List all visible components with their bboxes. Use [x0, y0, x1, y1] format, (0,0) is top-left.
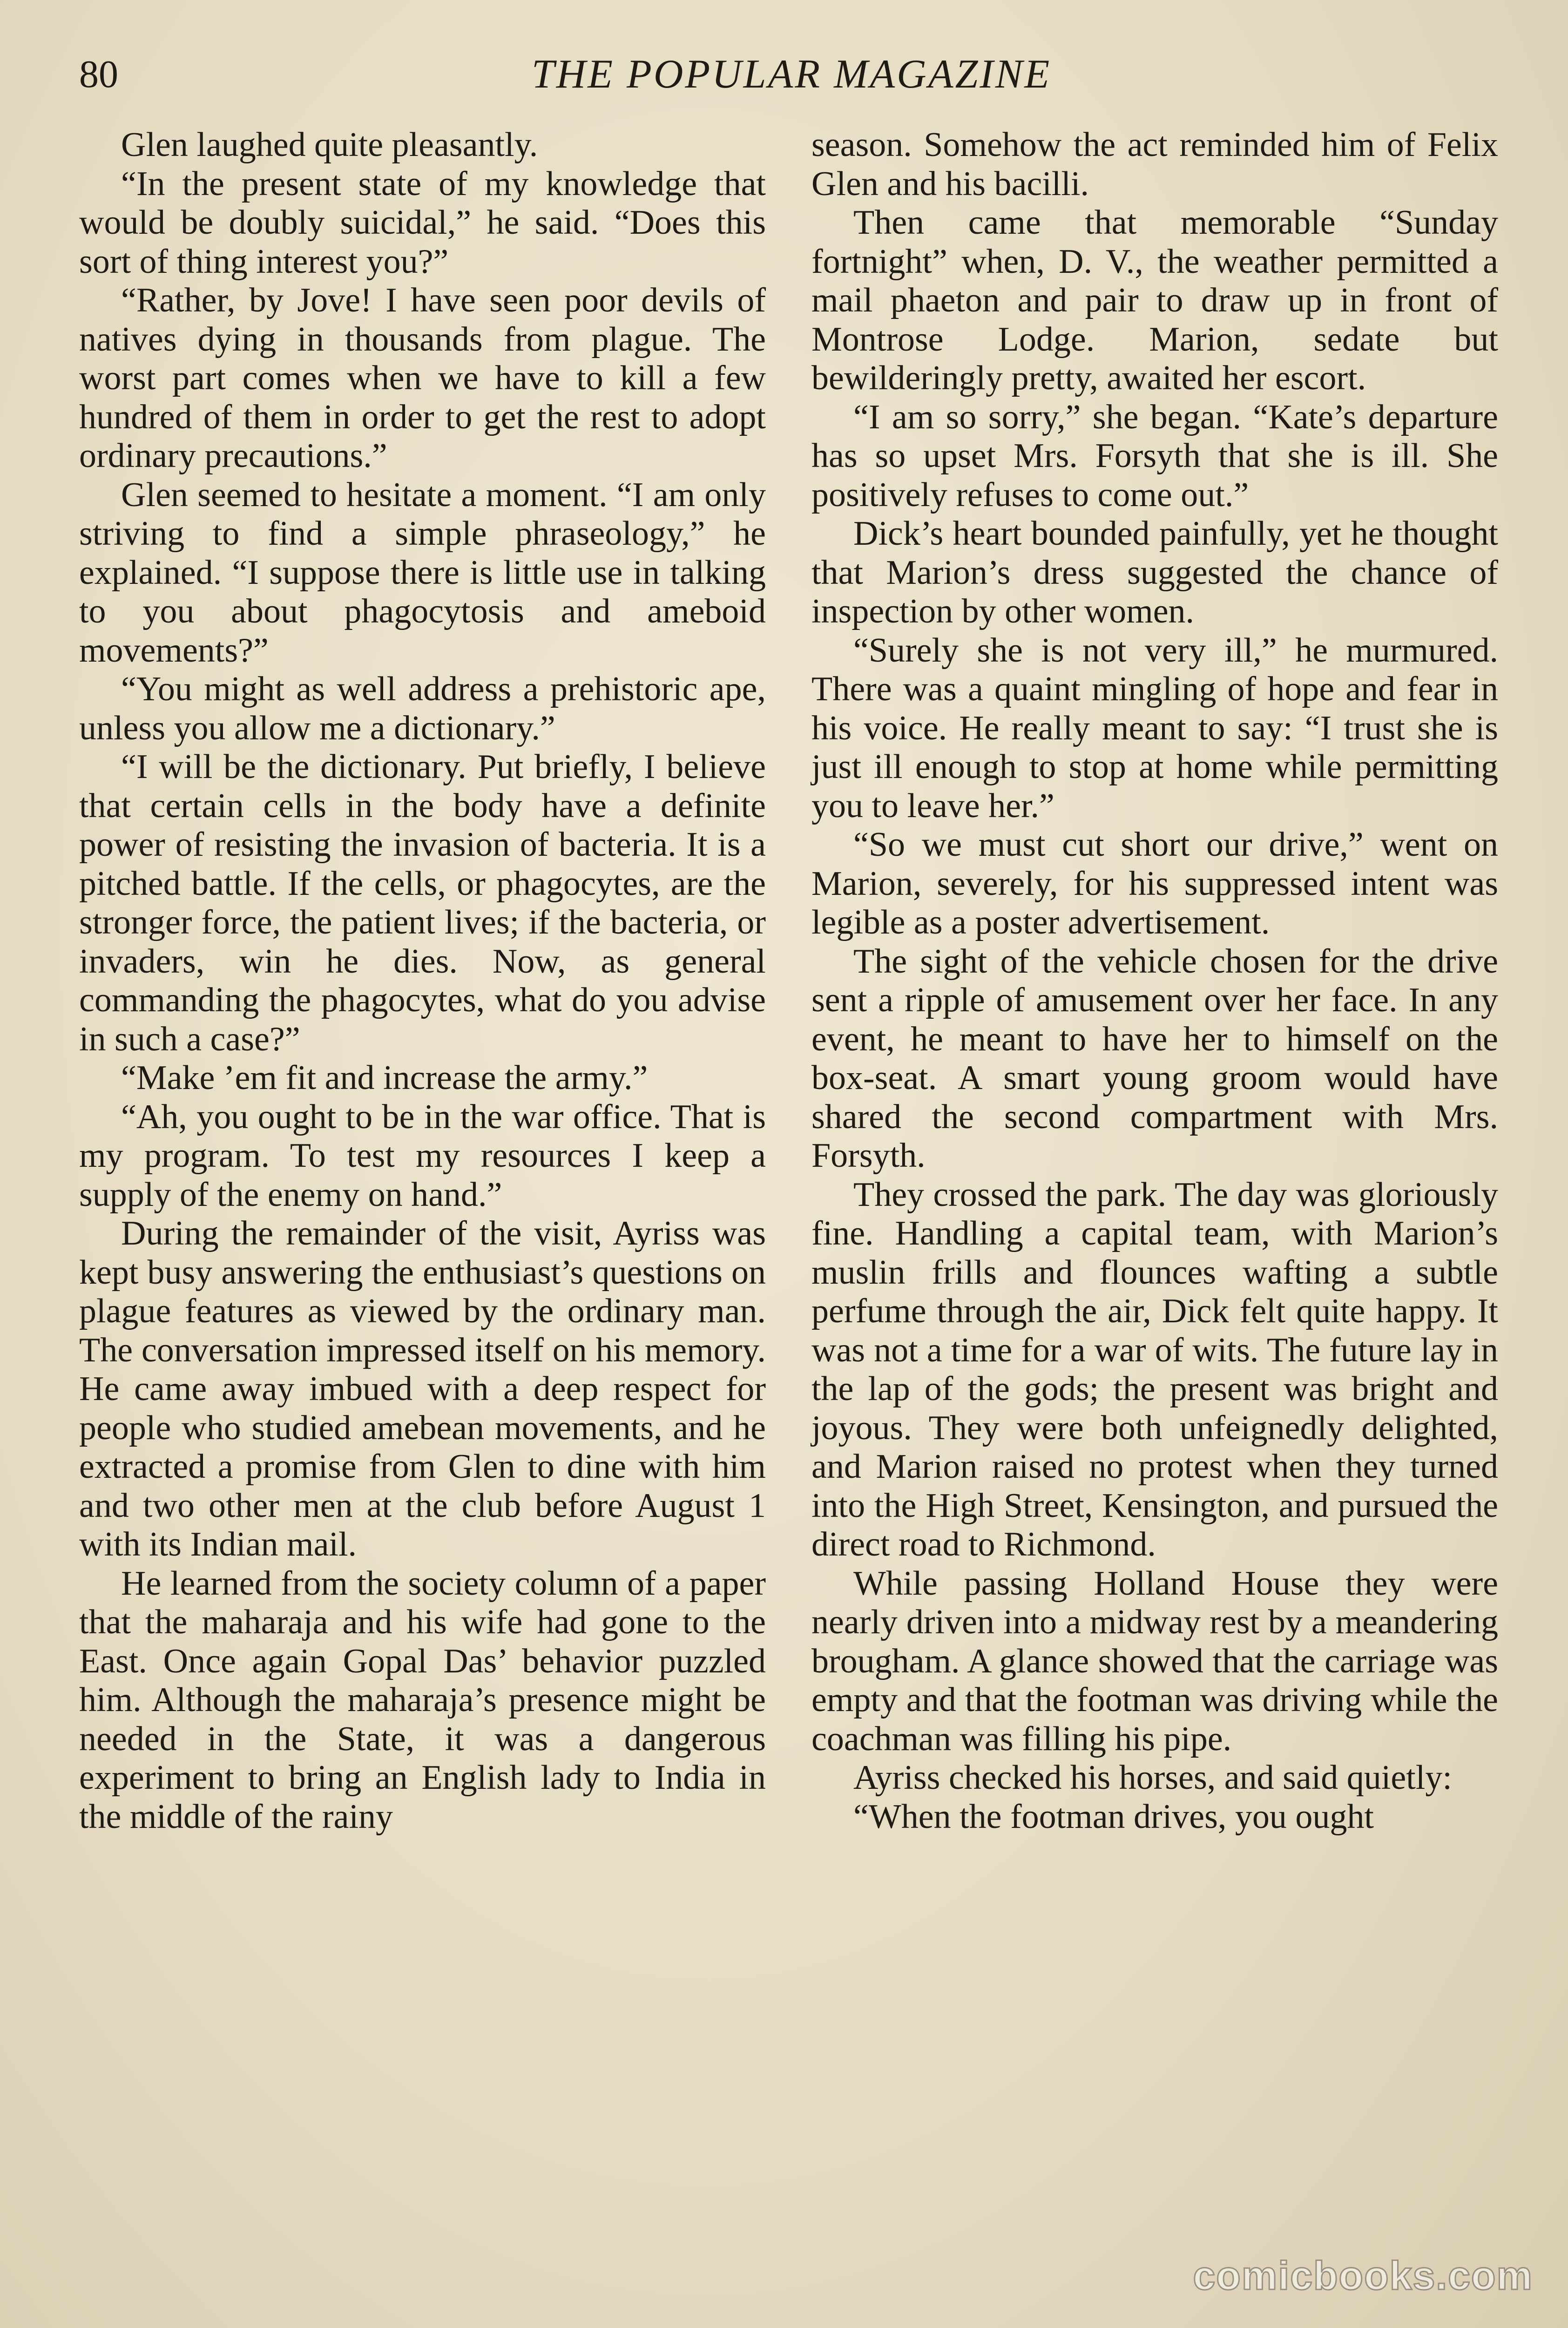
paragraph: “Ah, you ought to be in the war office. That is my program. To test my resources I keep a supply of the enemy on hand.” — [79, 1097, 766, 1214]
paragraph: They crossed the park. The day was gloriously fine. Handling a capital team, with Marion’s muslin frills and flounces wafting a subtle perfume through the air, Dick felt quite happy. It was not a time for a war of wits. The future lay in the lap of the gods; the present was bright and joyous. They were both unfeignedly delighted, and Marion raised no protest when they turned into the High Street, Kensington, and pursued the direct road to Richmond. — [811, 1175, 1498, 1563]
paragraph-continuation: season. Somehow the act reminded him of Felix Glen and his bacilli. — [811, 126, 1498, 203]
paragraph: Ayriss checked his horses, and said quietly: — [853, 1759, 1452, 1797]
paragraph: “Rather, by Jove! I have seen poor devils of natives dying in thousands from plague. The worst part comes when we have to kill a few hundred of them in order to get the rest to adopt ordinary precautions.” — [79, 281, 766, 475]
page-number: 80 — [79, 53, 118, 96]
paragraph: He learned from the society column of a paper that the maharaja and his wife had gone to the East. Once again Gopal Das’ behavior puzzled him. Although the maharaja’s presence might be needed in the State, it was a dangerous experiment to bring an English lady to India in the middle of the rainy — [79, 1564, 766, 1836]
paragraph: “So we must cut short our drive,” went on Marion, severely, for his suppressed intent was legible as a poster advertisement. — [811, 826, 1498, 941]
paragraph: “Make ’em fit and increase the army.” — [121, 1059, 648, 1097]
paragraph: While passing Holland House they were nearly driven into a midway rest by a meandering brougham. A glance showed that the carriage was empty and that the footman was driving while the coachman was filling his pipe. — [811, 1564, 1498, 1758]
paragraph: The sight of the vehicle chosen for the drive sent a ripple of amusement over her face. In any event, he meant to have her to himself on the box-seat. A smart young groom would have shared the second compartment with Mrs. Forsyth. — [811, 942, 1498, 1175]
paragraph: “I am so sorry,” she began. “Kate’s departure has so upset Mrs. Forsyth that she is ill. She positively refuses to come out.” — [811, 398, 1498, 514]
running-title: THE POPULAR MAGAZINE — [531, 52, 1052, 97]
paragraph: Glen seemed to hesitate a moment. “I am only striving to find a simple phraseology,” he explained. “I suppose there is little use in talking to you about phagocytosis and ameboid movements?” — [79, 475, 766, 670]
left-column — [79, 126, 766, 1836]
paragraph: Then came that memorable “Sunday fortnight” when, D. V., the weather permitted a mail phaeton and pair to draw up in front of Montrose Lodge. Marion, sedate but bewilderingly pretty, awaited her escort. — [811, 203, 1498, 397]
paragraph: Dick’s heart bounded painfully, yet he thought that Marion’s dress suggested the chance of inspection by other women. — [811, 514, 1498, 630]
paragraph: “When the footman drives, you ought — [853, 1797, 1374, 1836]
paragraph: “You might as well address a prehistoric ape, unless you allow me a dictionary.” — [79, 670, 766, 747]
page-header — [79, 44, 1504, 105]
paragraph: During the remainder of the visit, Ayriss was kept busy answering the enthusiast’s questions on plague features as viewed by the ordinary man. The conversation impressed itself on his memory. He came away imbued with a deep respect for people who studied amebean movements, and he extracted a promise from Glen to dine with him and two other men at the club before August 1 with its Indian mail. — [79, 1214, 766, 1563]
paragraph: Glen laughed quite pleasantly. — [121, 126, 538, 164]
site-watermark: comicbooks.com — [1193, 2254, 1533, 2298]
paragraph: “Surely she is not very ill,” he murmured. There was a quaint mingling of hope and fear in his voice. He really meant to say: “I trust she is just ill enough to stop at home while permitting you to leave her.” — [811, 631, 1498, 825]
paragraph: “I will be the dictionary. Put briefly, I believe that certain cells in the body have a definite power of resisting the invasion of bacteria. It is a pitched battle. If the cells, or phagocytes, are the stronger force, the patient lives; if the bacteria, or invaders, win he dies. Now, as general commanding the phagocytes, what do you advise in such a case?” — [79, 748, 766, 1058]
right-column — [811, 126, 1498, 1836]
paragraph: “In the present state of my knowledge that would be doubly suicidal,” he said. “Does this sort of thing interest you?” — [79, 164, 766, 281]
